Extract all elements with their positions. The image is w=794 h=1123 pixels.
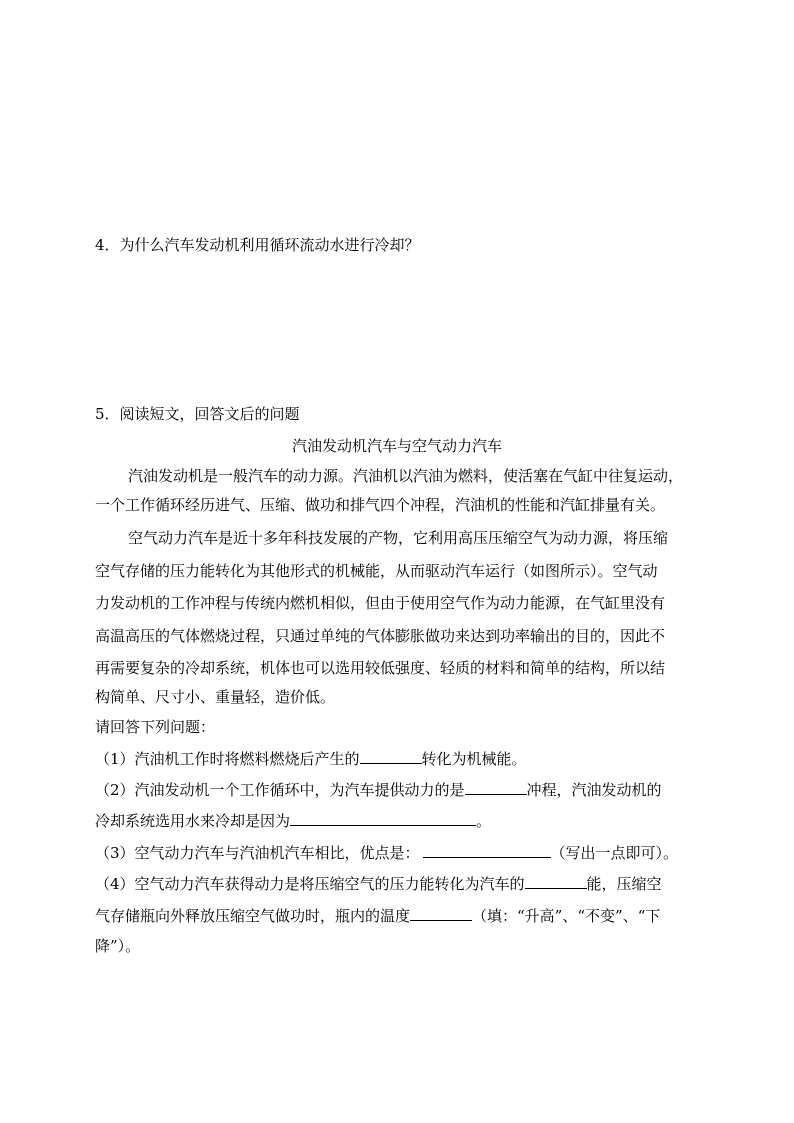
answer-blank-4b[interactable] [410, 905, 472, 921]
sub-question-2-text-a: （2）汽油发动机一个工作循环中，为汽车提供动力的是 [95, 781, 465, 799]
sub-question-3-text-a: （3）空气动力汽车与汽油机汽车相比，优点是： [95, 844, 420, 862]
sub-question-4-line2 [95, 905, 705, 926]
questions-prompt: 请回答下列问题： [95, 718, 216, 736]
sub-question-1-text-b: 转化为机械能。 [421, 750, 527, 768]
sub-question-2-text-d: 。 [476, 812, 492, 830]
sub-question-3 [95, 842, 705, 863]
sub-question-3-text-b: （写出一点即可）。 [550, 844, 679, 862]
sub-question-2-line2 [95, 810, 705, 831]
passage-p1-line1: 汽油发动机是一般汽车的动力源。汽油机以汽油为燃料，使活塞在气缸中往复运动， [128, 467, 684, 485]
question-4: 4．为什么汽车发动机利用循环流动水进行冷却？ [95, 236, 420, 254]
sub-question-4-text-b: 能，压缩空 [586, 875, 662, 893]
sub-question-4-line1 [95, 873, 705, 894]
sub-question-4-text-d: （填：“升高”、“不变”、“下 [472, 907, 661, 925]
sub-question-2-text-b: 冲程，汽油发动机的 [526, 781, 662, 799]
sub-question-4-line3: 降”）。 [95, 937, 141, 955]
answer-blank-3[interactable] [423, 842, 551, 858]
passage-p2-line6: 构简单、尺寸小、重量轻，造价低。 [95, 688, 336, 706]
sub-question-4-text-c: 气存储瓶向外释放压缩空气做功时，瓶内的温度 [95, 907, 411, 925]
sub-question-1-text-a: （1）汽油机工作时将燃料燃烧后产生的 [95, 750, 360, 768]
sub-question-2-text-c: 冷却系统选用水来冷却是因为 [95, 812, 291, 830]
answer-blank-1[interactable] [360, 748, 422, 764]
answer-blank-2b[interactable] [290, 810, 476, 826]
answer-blank-4a[interactable] [525, 873, 587, 889]
question-5-intro: 5．阅读短文，回答文后的问题 [95, 405, 300, 423]
passage-p2-line3: 力发动机的工作冲程与传统内燃机相似，但由于使用空气作为动力能源，在气缸里没有 [95, 594, 666, 612]
passage-title: 汽油发动机汽车与空气动力汽车 [291, 437, 502, 455]
passage-p2-line4: 高温高压的气体燃烧过程，只通过单纯的气体膨胀做功来达到功率输出的目的，因此不 [95, 627, 666, 645]
answer-blank-2a[interactable] [465, 779, 527, 795]
sub-question-1 [95, 748, 705, 769]
sub-question-4-text-a: （4）空气动力汽车获得动力是将压缩空气的压力能转化为汽车的 [95, 875, 525, 893]
passage-p2-line1: 空气动力汽车是近十多年科技发展的产物，它利用高压压缩空气为动力源，将压缩 [128, 529, 669, 547]
passage-p2-line5: 再需要复杂的冷却系统，机体也可以选用较低强度、轻质的材料和简单的结构，所以结 [95, 659, 666, 677]
passage-p2-line2: 空气存储的压力能转化为其他形式的机械能，从而驱动汽车运行（如图所示）。空气动 [95, 562, 658, 580]
sub-question-2-line1 [95, 779, 705, 800]
passage-p1-line2: 一个工作循环经历进气、压缩、做功和排气四个冲程，汽油机的性能和汽缸排量有关。 [95, 496, 666, 514]
